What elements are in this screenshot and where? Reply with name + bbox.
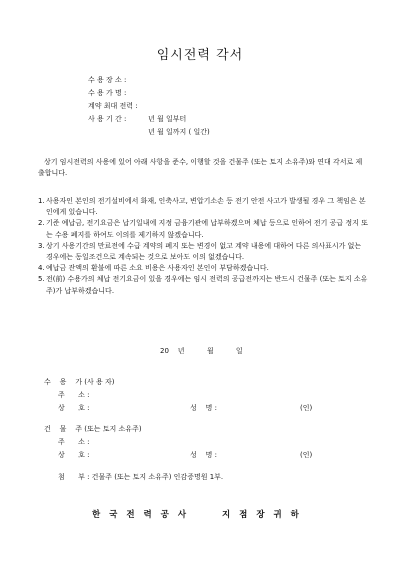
client-heading: 수 용 가 (사 용 자): [44, 378, 115, 386]
owner-name: 성 명 :: [190, 451, 218, 459]
field-period-label: 사 용 기 간 :: [88, 115, 127, 123]
list-item-number: 4.: [38, 264, 45, 273]
list-item-number: 3.: [38, 241, 45, 250]
list-item: [38, 263, 368, 274]
list-item: [38, 218, 368, 240]
owner-company: 상 호 :: [58, 451, 90, 459]
owner-heading: 건 물 주 (또는 토지 소유주): [44, 425, 142, 433]
field-period-to: 년 월 일까지 ( 일간): [148, 128, 210, 136]
list-item-number: 5.: [38, 275, 45, 284]
list-item-number: 2.: [38, 219, 45, 228]
footer-organization: 한 국 전 력 공 사: [92, 510, 190, 520]
field-period-from: 년 월 일부터: [148, 115, 187, 123]
owner-seal: (인): [300, 451, 313, 459]
intro-paragraph: 상기 임시전력의 사용에 있어 아래 사항을 준수, 이행할 것을 건물주 (또는 토지 소유주)와 연대 각서로 제출합니다.: [38, 158, 363, 177]
list-item: [38, 196, 368, 218]
list-item-text: 사용자인 본인의 전기설비에서 화재, 인축사고, 변압기소손 등 전기 안전 사고가 발생될 경우 그 책임은 본인에게 있습니다.: [46, 197, 366, 217]
list-item: [38, 241, 368, 263]
attachment-note: 첨 부 : 건물주 (또는 토지 소유주) 인감증명원 1부.: [58, 473, 224, 481]
field-max-power: 계약 최대 전력 :: [88, 102, 138, 110]
footer-recipient: 지 점 장 귀 하: [222, 510, 302, 520]
list-item-text: 기준 예납금, 전기요금은 납기일내에 지정 금융기관에 납부하겠으며 체납 등으로 인하여 전기 공급 정지 또는 수용 폐지를 하여도 이의를 제기하지 않겠습니다.: [46, 219, 368, 239]
client-seal: (인): [300, 404, 313, 412]
field-client: 수 용 가 명 :: [88, 89, 127, 97]
list-item-number: 1.: [38, 197, 45, 205]
owner-address: 주 소 :: [58, 438, 90, 446]
client-address: 주 소 :: [58, 391, 90, 399]
client-name: 성 명 :: [190, 404, 218, 412]
field-place: 수 용 장 소 :: [88, 76, 127, 84]
document-title: 임시전력 각서: [156, 48, 244, 63]
list-item-text: 예납금 잔액의 환불에 따른 소요 비용은 사용자인 본인이 부담하겠습니다.: [46, 264, 269, 273]
list-item-text: 전(前) 수용가의 체납 전기요금이 있을 경우에는 임시 전력의 공급전까지는 반드시 건물주 (또는 토지 소유주)가 납부하겠습니다.: [46, 275, 368, 295]
client-company: 상 호 :: [58, 404, 90, 412]
date-line: 20 년 월 일: [160, 347, 243, 355]
conditions-list: [38, 196, 368, 297]
list-item: [38, 274, 368, 296]
list-item-text: 상기 사용기간의 만료전에 수급 계약의 폐지 또는 변경이 없고 계약 내용에 대하여 다른 의사표시가 없는 경우에는 동일조건으로 계속되는 것으로 보아도 이의 없겠습니다.: [46, 241, 362, 262]
